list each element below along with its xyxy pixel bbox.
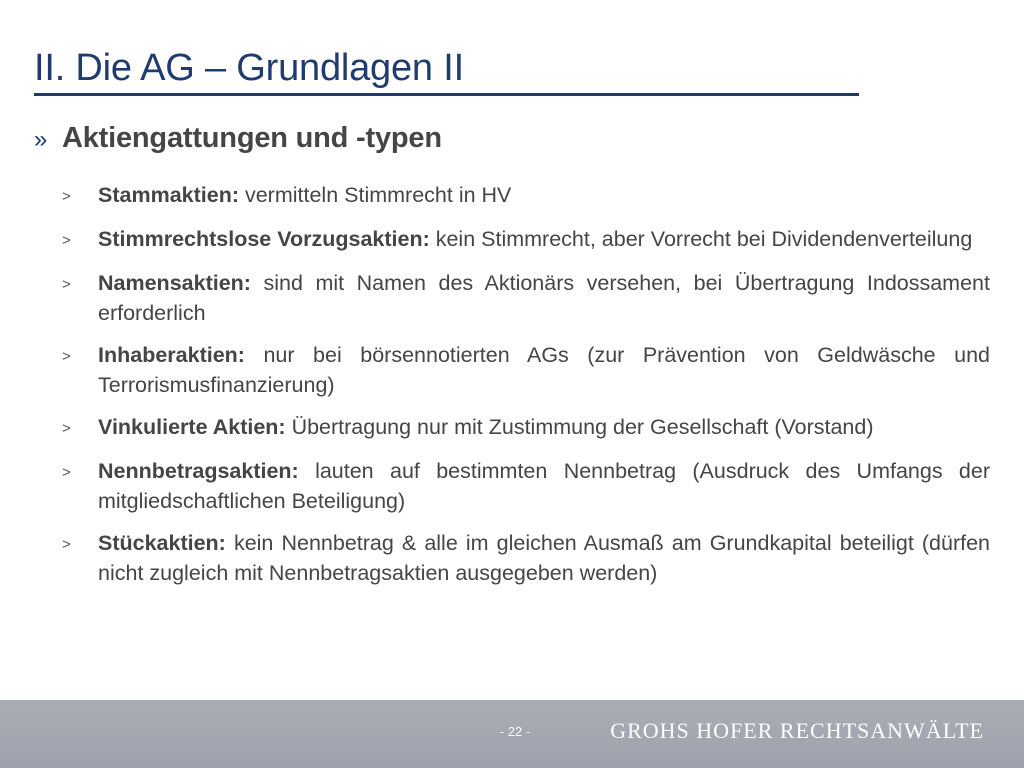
- list-item-description: kein Stimmrecht, aber Vorrecht bei Dividendenverteilung: [429, 227, 973, 251]
- list-item: [62, 268, 990, 328]
- list-item-term: Stimmrechtslose Vorzugsaktien:: [98, 227, 430, 251]
- bullet-arrow-icon: >: [62, 188, 71, 205]
- list-item-description: Übertragung nur mit Zustimmung der Gesellschaft (Vorstand): [285, 415, 874, 439]
- list-item-text: [98, 456, 990, 516]
- bullet-list: [62, 180, 990, 600]
- bullet-arrow-icon: >: [62, 348, 71, 365]
- list-item-text: [98, 180, 990, 210]
- bullet-arrow-icon: >: [62, 536, 71, 553]
- list-item: [62, 528, 990, 588]
- list-item-term: Inhaberaktien:: [98, 343, 245, 367]
- bullet-arrow-icon: >: [62, 420, 71, 437]
- section-heading: [34, 122, 442, 155]
- list-item-description: vermitteln Stimmrecht in HV: [239, 183, 512, 207]
- list-item-term: Nennbetragsaktien:: [98, 459, 299, 483]
- title-underline: [34, 93, 859, 96]
- section-bullet-icon: »: [34, 126, 48, 153]
- list-item: [62, 456, 990, 516]
- list-item-text: [98, 412, 990, 442]
- list-item-text: [98, 528, 990, 588]
- list-item-description: kein Nennbetrag & alle im gleichen Ausmaß am Grundkapital beteiligt (dürfen nicht zugleich mit Nennbetragsaktien ausgegeben werden): [98, 531, 990, 585]
- bullet-arrow-icon: >: [62, 276, 71, 293]
- list-item-description: sind mit Namen des Aktionärs versehen, bei Übertragung Indossament erforderlich: [98, 271, 990, 325]
- brand-logo: GROHS HOFER RECHTSANWÄLTE: [610, 718, 984, 743]
- footer-bar: [0, 700, 1024, 768]
- list-item-term: Stückaktien:: [98, 531, 226, 555]
- list-item-text: [98, 224, 990, 254]
- list-item-term: Stammaktien:: [98, 183, 239, 207]
- list-item-description: nur bei börsennotierten AGs (zur Prävention von Geldwäsche und Terrorismusfinanzierung): [98, 343, 990, 397]
- list-item-text: [98, 340, 990, 400]
- slide-title: II. Die AG – Grundlagen II: [34, 47, 464, 89]
- list-item-term: Namensaktien:: [98, 271, 251, 295]
- list-item: [62, 224, 990, 256]
- list-item: [62, 180, 990, 212]
- bullet-arrow-icon: >: [62, 232, 71, 249]
- page-number: - 22 -: [499, 724, 531, 739]
- list-item: [62, 412, 990, 444]
- bullet-arrow-icon: >: [62, 464, 71, 481]
- list-item-description: lauten auf bestimmten Nennbetrag (Ausdruck des Umfangs der mitgliedschaftlichen Beteiligung): [98, 459, 990, 513]
- list-item: [62, 340, 990, 400]
- list-item-text: [98, 268, 990, 328]
- list-item-term: Vinkulierte Aktien:: [98, 415, 286, 439]
- section-heading-text: Aktiengattungen und -typen: [62, 122, 442, 154]
